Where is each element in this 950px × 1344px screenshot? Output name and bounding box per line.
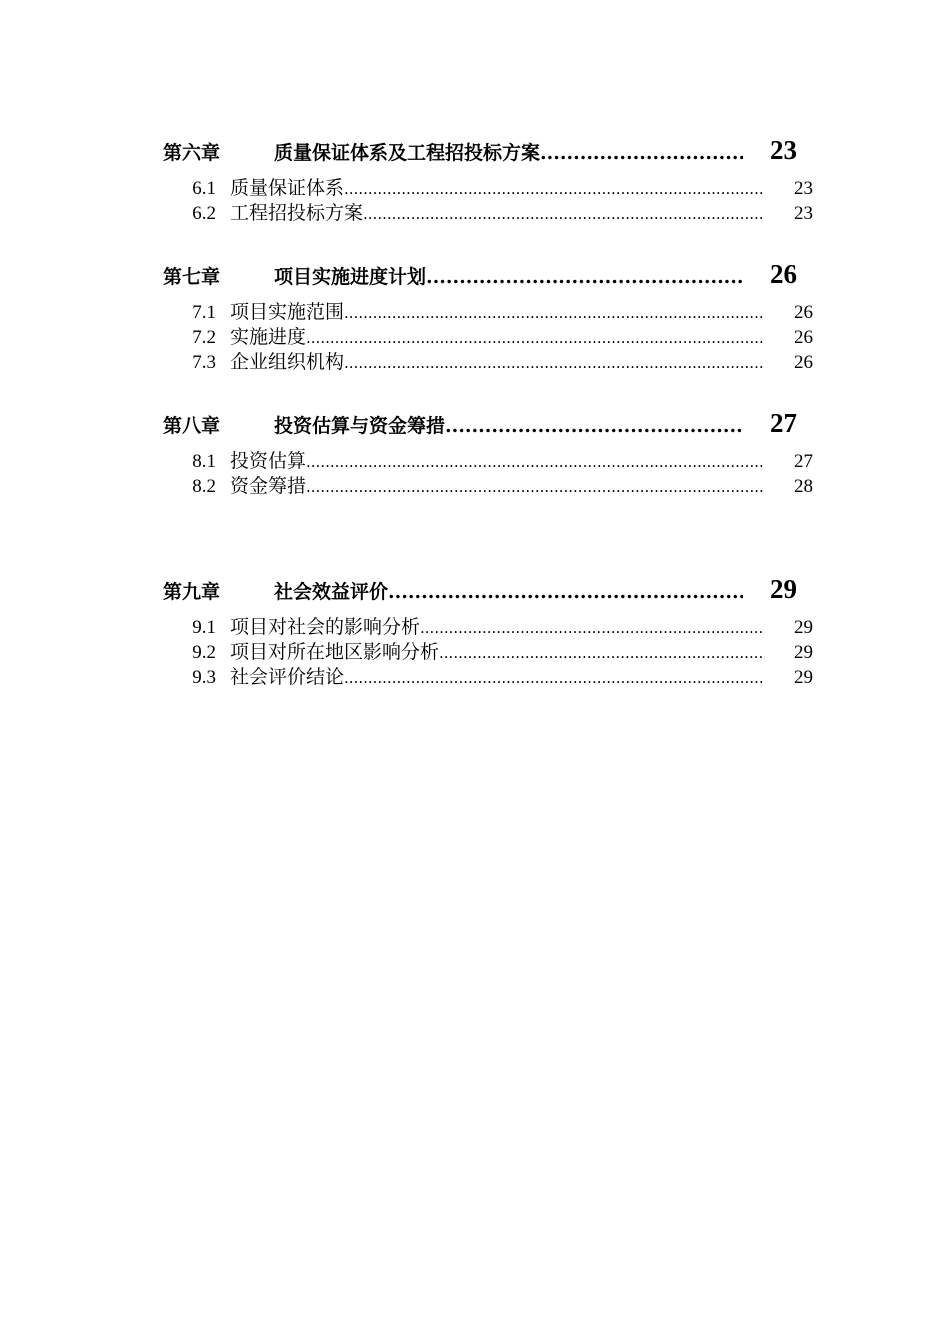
section-page-number: 26 <box>794 302 813 323</box>
toc-section-9-3[interactable] <box>163 665 813 690</box>
dot-leader <box>306 326 765 351</box>
section-page-number: 26 <box>794 327 813 348</box>
section-title: 项目对所在地区影响分析 <box>230 641 440 663</box>
chapter-number: 第六章 <box>163 142 221 164</box>
section-page-number: 29 <box>794 642 813 663</box>
dot-leader <box>306 475 765 500</box>
section-list <box>163 300 813 375</box>
section-number: 8.1 <box>192 451 216 472</box>
section-title: 项目对社会的影响分析 <box>230 616 421 638</box>
section-title: 项目实施范围 <box>230 301 345 323</box>
dot-leader <box>363 202 765 227</box>
toc-chapter-9 <box>163 567 813 690</box>
toc-section-6-2[interactable] <box>163 201 813 226</box>
chapter-number: 第九章 <box>163 581 221 603</box>
section-title: 企业组织机构 <box>230 351 345 373</box>
section-number: 7.1 <box>192 302 216 323</box>
table-of-contents <box>163 128 813 716</box>
section-page-number: 23 <box>794 203 813 224</box>
section-page-number: 29 <box>794 667 813 688</box>
section-number: 9.1 <box>192 617 216 638</box>
toc-section-9-1[interactable] <box>163 615 813 640</box>
dot-leader <box>344 177 765 202</box>
chapter-page-number: 27 <box>770 408 797 438</box>
section-page-number: 27 <box>794 451 813 472</box>
section-number: 9.2 <box>192 642 216 663</box>
toc-section-8-1[interactable] <box>163 449 813 474</box>
chapter-title: 投资估算与资金筹措 <box>274 415 446 437</box>
toc-chapter-7 <box>163 252 813 375</box>
dot-leader <box>426 255 743 299</box>
section-number: 9.3 <box>192 667 216 688</box>
dot-leader <box>420 616 765 641</box>
section-title: 工程招投标方案 <box>230 202 364 224</box>
dot-leader <box>445 404 743 448</box>
section-title: 实施进度 <box>230 326 307 348</box>
section-title: 社会评价结论 <box>230 666 345 688</box>
section-page-number: 23 <box>794 178 813 199</box>
toc-chapter-6 <box>163 128 813 226</box>
toc-section-7-3[interactable] <box>163 350 813 375</box>
section-title: 资金筹措 <box>230 475 307 497</box>
chapter-heading[interactable] <box>163 567 813 611</box>
section-number: 6.2 <box>192 203 216 224</box>
toc-section-7-1[interactable] <box>163 300 813 325</box>
section-list <box>163 176 813 226</box>
section-number: 7.2 <box>192 327 216 348</box>
toc-section-9-2[interactable] <box>163 640 813 665</box>
section-page-number: 26 <box>794 352 813 373</box>
section-list <box>163 449 813 499</box>
section-title: 质量保证体系 <box>230 177 345 199</box>
section-list <box>163 615 813 690</box>
dot-leader <box>344 301 765 326</box>
toc-section-8-2[interactable] <box>163 474 813 499</box>
section-number: 8.2 <box>192 476 216 497</box>
section-page-number: 29 <box>794 617 813 638</box>
dot-leader <box>344 351 765 376</box>
section-number: 7.3 <box>192 352 216 373</box>
chapter-page-number: 23 <box>770 135 797 165</box>
chapter-heading[interactable] <box>163 252 813 296</box>
dot-leader <box>388 570 743 614</box>
section-number: 6.1 <box>192 178 216 199</box>
chapter-heading[interactable] <box>163 401 813 445</box>
chapter-number: 第七章 <box>163 266 221 288</box>
chapter-title: 项目实施进度计划 <box>274 266 427 288</box>
dot-leader <box>540 131 743 175</box>
chapter-title: 质量保证体系及工程招投标方案 <box>274 142 541 164</box>
chapter-heading[interactable] <box>163 128 813 172</box>
toc-section-6-1[interactable] <box>163 176 813 201</box>
dot-leader <box>344 666 765 691</box>
section-page-number: 28 <box>794 476 813 497</box>
dot-leader <box>439 641 765 666</box>
chapter-page-number: 26 <box>770 259 797 289</box>
chapter-number: 第八章 <box>163 415 221 437</box>
chapter-title: 社会效益评价 <box>274 581 389 603</box>
chapter-page-number: 29 <box>770 574 797 604</box>
dot-leader <box>306 450 765 475</box>
toc-section-7-2[interactable] <box>163 325 813 350</box>
toc-chapter-8 <box>163 401 813 499</box>
section-title: 投资估算 <box>230 450 307 472</box>
